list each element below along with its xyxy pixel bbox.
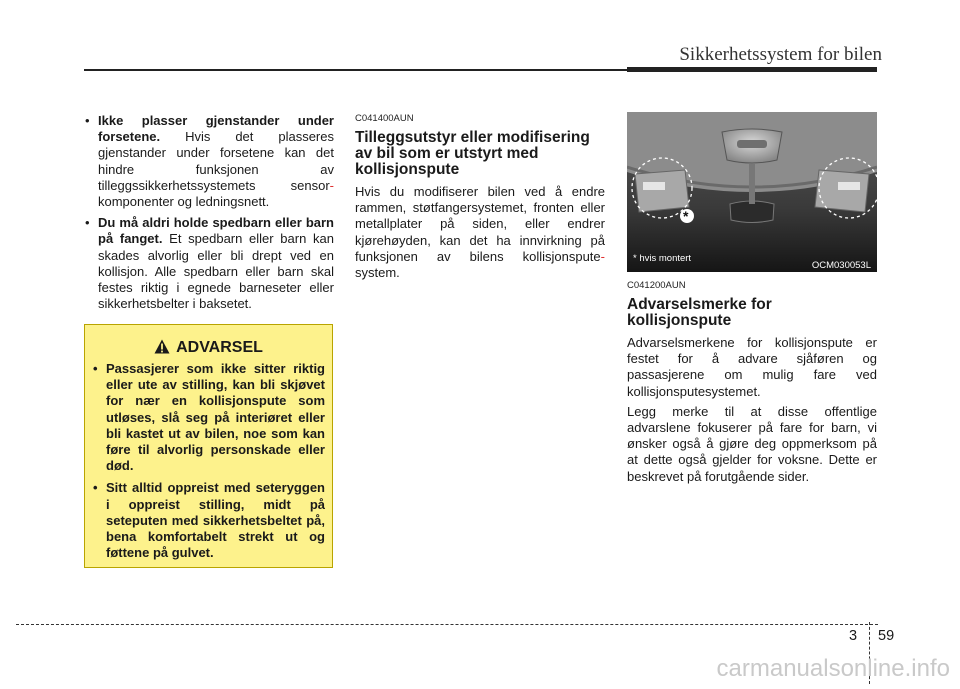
section-paragraph: Legg merke til at disse offentlige advarslene fokuserer på fare for barn, vi ønsker også å gjøre deg oppmerksom på at dette også gjelder for voksne. Dette er beskrevet på forutgående sider. [627, 403, 877, 484]
section-title: Sikkerhetssystem for bilen [679, 44, 882, 65]
warning-item [92, 480, 325, 561]
section-heading: Advarselsmerke for kollisjonspute [627, 296, 772, 329]
warning-icon [154, 339, 170, 354]
warning-text: Passasjerer som ikke sitter riktig eller ute av stilling, kan bli skjøvet for nær en kollisjonspute som utløses, slå seg på interiøret eller bli kastet ut av bilen, noe som kan føre til alvorlig personskade eller død. [106, 361, 325, 474]
section-paragraph: Advarselsmerkene for kollisjonspute er festet for å advare sjåføren og passasjerene om mulig fare ved kollisjonsputesystemet. [627, 335, 877, 399]
paragraph-text: system. [355, 265, 400, 281]
figure-code: OCM030053L [811, 260, 871, 271]
paragraph-text: Hvis du modifiserer bilen ved å endre rammen, støtfangersystemet, fronten eller metallplater på siden, eller endrer kjørehøyden, kan det ha innvirkning på funksjonen av bilens kollisjonspute [355, 184, 605, 264]
airbag-warning-label [838, 182, 860, 190]
hyphen: - [600, 248, 605, 264]
warning-heading [85, 339, 332, 357]
section-code: C041200AUN [627, 280, 686, 291]
warning-box [84, 324, 333, 568]
section-code: C041400AUN [355, 113, 414, 124]
airbag-label-figure [627, 112, 877, 272]
headliner-illustration [627, 112, 877, 272]
bullet-dot: • [93, 480, 98, 496]
right-column [627, 280, 877, 489]
hyphen: - [329, 177, 334, 193]
page-number: 59 [878, 628, 895, 644]
bullet-text: Hvis det plasseres gjenstander under forsetene kan det hindre funksjonen av tilleggssikkerhetssystemets sensor [98, 129, 334, 193]
warning-text: Sitt alltid oppreist med seteryggen i oppreist stilling, midt på seteputen med sikkerhetsbeltet på, bena komfortabelt strekt ut og føttene på gulvet. [106, 480, 325, 561]
left-column [84, 113, 334, 317]
warning-title: ADVARSEL [176, 339, 263, 356]
airbag-warning-label [643, 182, 665, 190]
bullet-dot: • [93, 361, 98, 376]
marker-asterisk: * [683, 208, 689, 224]
section-heading: Tilleggsutstyr eller modifisering av bil som er utstyrt med kollisjonspute [355, 129, 590, 178]
bullet-bold: Du må aldri holde spedbarn eller barn på fanget. [98, 215, 334, 247]
bullet-text: komponenter og ledningsnett. [98, 194, 270, 210]
chapter-number: 3 [849, 628, 858, 644]
footer-rule [16, 624, 878, 625]
warning-item [92, 361, 325, 474]
header-rule-accent [627, 67, 877, 72]
figure-note: * hvis montert [633, 253, 692, 264]
bullet-item [84, 113, 334, 210]
warning-body [92, 361, 325, 567]
middle-column [355, 113, 605, 285]
watermark: carmanualsonline.info [716, 655, 950, 682]
bullet-item [84, 215, 334, 312]
bullet-dot: • [85, 215, 90, 231]
bullet-text: Et spedbarn eller barn kan skades alvorlig eller bli drept ved en kollisjon. Alle spedbarn eller barn skal festes riktig i egnede barneseter eller sikkerhetsbelter i baksetet. [98, 231, 334, 312]
section-paragraph [355, 184, 605, 281]
bullet-bold: Ikke plasser gjenstander under forsetene. [98, 113, 334, 145]
bullet-dot: • [85, 113, 90, 128]
